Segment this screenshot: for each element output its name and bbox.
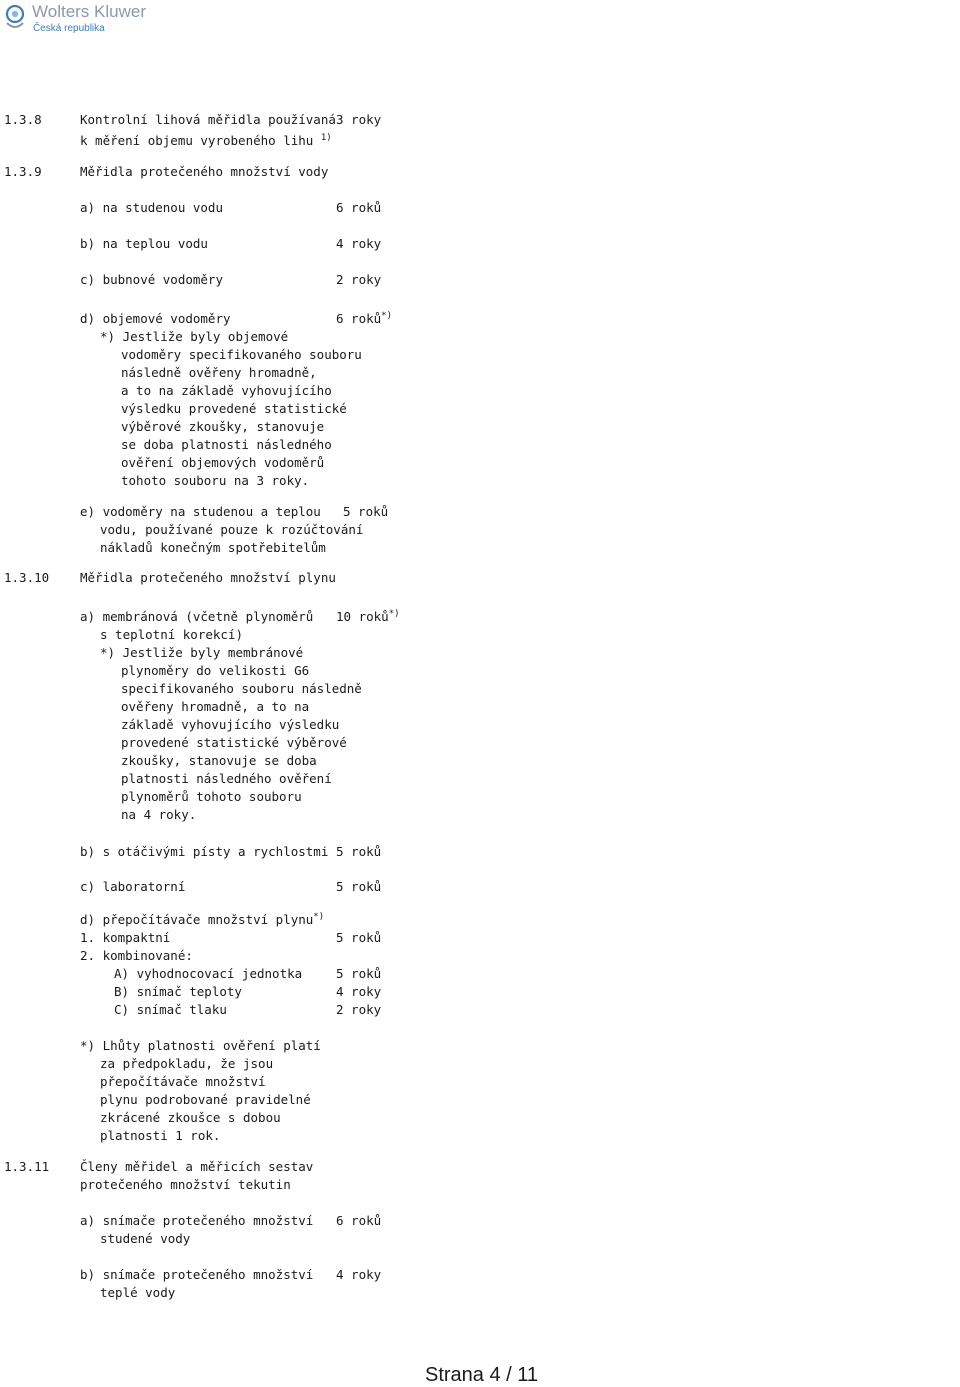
section-number: 1.3.11	[4, 1159, 50, 1174]
wolters-kluwer-mark-icon	[4, 5, 26, 31]
note-line: platnosti 1 rok.	[100, 1128, 221, 1143]
note-line: specifikovaného souboru následně	[121, 681, 362, 696]
note-line: ověření objemových vodoměrů	[121, 455, 325, 470]
item-label-text: d) přepočítávače množství plynu	[80, 912, 314, 927]
note-line: výsledku provedené statistické	[121, 401, 347, 416]
item-label: c) laboratorní	[80, 879, 186, 894]
footnote-mark: *)	[381, 311, 392, 321]
section-number: 1.3.9	[4, 164, 42, 179]
validity-text: 6 roků	[336, 311, 382, 326]
section-title: Členy měřidel a měřicích sestav	[80, 1159, 314, 1174]
section-title-cont	[80, 133, 332, 151]
item-label: a) snímače protečeného množství	[80, 1213, 314, 1228]
item-label	[80, 912, 324, 930]
section-title: Měřidla protečeného množství plynu	[80, 570, 336, 585]
page-number: Strana 4 / 11	[425, 1364, 539, 1386]
validity-value: 3 roky	[336, 112, 382, 127]
note-line: vodoměry specifikovaného souboru	[121, 347, 362, 362]
note-line: zkrácené zkoušce s dobou	[100, 1110, 281, 1125]
item-label-cont: teplé vody	[100, 1285, 176, 1300]
note-line: následně ověřeny hromadně,	[121, 365, 317, 380]
validity-value: 5 roků	[336, 844, 382, 859]
note-line: tohoto souboru na 3 roky.	[121, 473, 310, 488]
validity-value: 5 roků	[343, 504, 389, 519]
validity-value	[336, 311, 392, 329]
subitem-label: A) vyhodnocovací jednotka	[114, 966, 303, 981]
note-line: *) Jestliže byly objemové	[100, 329, 289, 344]
subitem-label: 2. kombinované:	[80, 948, 193, 963]
item-label: e) vodoměry na studenou a teplou	[80, 504, 321, 519]
note-line: se doba platnosti následného	[121, 437, 332, 452]
note-line: ověřeny hromadně, a to na	[121, 699, 310, 714]
section-number: 1.3.10	[4, 570, 50, 585]
item-label: c) bubnové vodoměry	[80, 272, 223, 287]
validity-text: 10 roků	[336, 609, 389, 624]
note-line: za předpokladu, že jsou	[100, 1056, 274, 1071]
note-line: a to na základě vyhovujícího	[121, 383, 332, 398]
item-label: a) membránová (včetně plynoměrů	[80, 609, 314, 624]
validity-value	[336, 609, 400, 627]
item-label: a) na studenou vodu	[80, 200, 223, 215]
section-title-cont: protečeného množství tekutin	[80, 1177, 291, 1192]
note-line: *) Jestliže byly membránové	[100, 645, 304, 660]
logo-name: Wolters Kluwer	[32, 2, 146, 21]
validity-value: 2 roky	[336, 272, 382, 287]
validity-value: 5 roků	[336, 879, 382, 894]
note-line: provedené statistické výběrové	[121, 735, 347, 750]
item-label-cont: vodu, používané pouze k rozúčtování	[100, 522, 364, 537]
subitem-label: 1. kompaktní	[80, 930, 171, 945]
section-title-text: k měření objemu vyrobeného lihu	[80, 133, 314, 148]
validity-value: 5 roků	[336, 966, 382, 981]
validity-value: 4 roky	[336, 236, 382, 251]
note-line: plynoměry do velikosti G6	[121, 663, 310, 678]
item-label-cont: nákladů konečným spotřebitelům	[100, 540, 326, 555]
note-line: *) Lhůty platnosti ověření platí	[80, 1038, 321, 1053]
footnote-mark: *)	[388, 609, 400, 619]
note-line: plynoměrů tohoto souboru	[121, 789, 302, 804]
note-line: výběrové zkoušky, stanovuje	[121, 419, 325, 434]
logo-subtitle: Česká republika	[33, 23, 105, 34]
section-title: Měřidla protečeného množství vody	[80, 164, 329, 179]
validity-value: 4 roky	[336, 984, 382, 999]
subitem-label: B) snímač teploty	[114, 984, 242, 999]
section-number: 1.3.8	[4, 112, 42, 127]
section-title: Kontrolní lihová měřidla používaná	[80, 112, 336, 127]
item-label-cont: s teplotní korekcí)	[100, 627, 243, 642]
footnote-mark: *)	[313, 912, 325, 922]
validity-value: 6 roků	[336, 1213, 382, 1228]
item-label: d) objemové vodoměry	[80, 311, 231, 326]
note-line: základě vyhovujícího výsledku	[121, 717, 340, 732]
item-label-cont: studené vody	[100, 1231, 191, 1246]
validity-value: 6 roků	[336, 200, 382, 215]
note-line: na 4 roky.	[121, 807, 197, 822]
note-line: plynu podrobované pravidelné	[100, 1092, 311, 1107]
validity-value: 4 roky	[336, 1267, 382, 1282]
note-line: přepočítávače množství	[100, 1074, 266, 1089]
validity-value: 2 roky	[336, 1002, 382, 1017]
item-label: b) na teplou vodu	[80, 236, 208, 251]
footnote-mark: 1)	[320, 133, 332, 143]
validity-value: 5 roků	[336, 930, 382, 945]
subitem-label: C) snímač tlaku	[114, 1002, 227, 1017]
note-line: platnosti následného ověření	[121, 771, 332, 786]
item-label: b) s otáčivými písty a rychlostmi	[80, 844, 329, 859]
item-label: b) snímače protečeného množství	[80, 1267, 314, 1282]
note-line: zkoušky, stanovuje se doba	[121, 753, 317, 768]
